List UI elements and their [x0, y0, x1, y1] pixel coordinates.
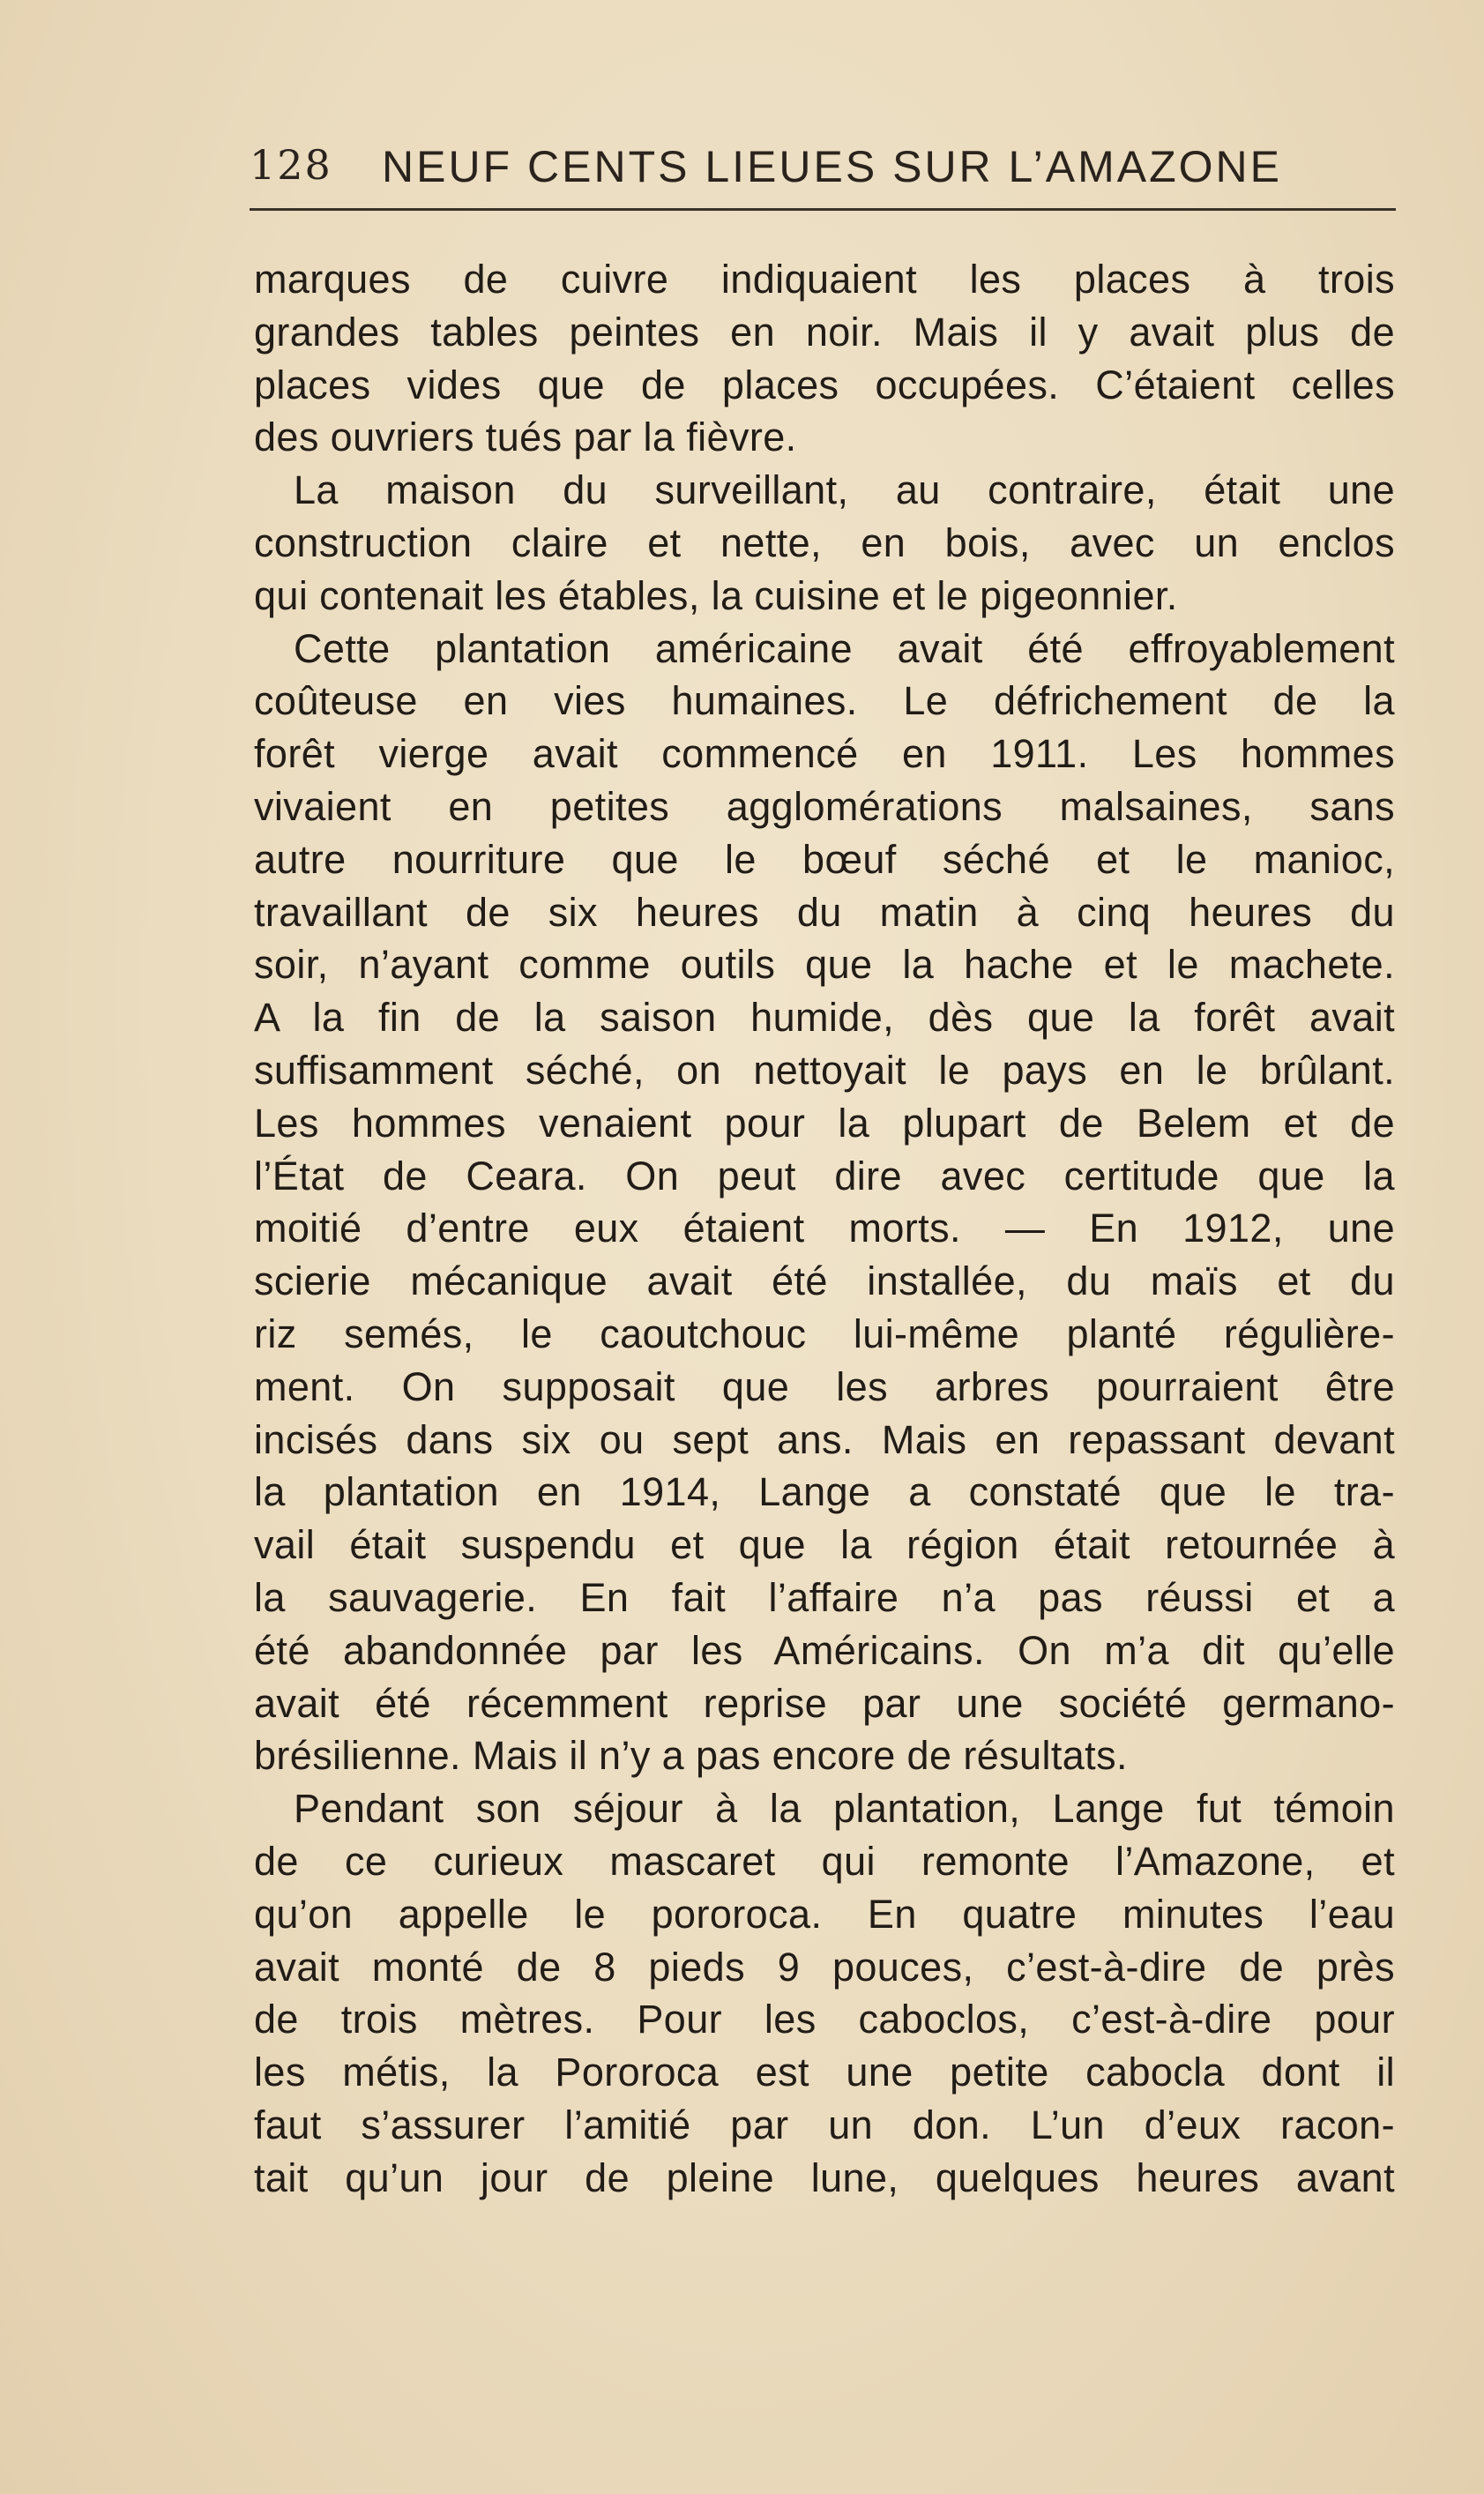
text-line: l’État de Ceara. On peut dire avec certitude que la — [254, 1153, 1395, 1198]
text-line: incisés dans six ou sept ans. Mais en repassant devant — [254, 1416, 1395, 1462]
text-line: avait été récemment reprise par une société germano- — [254, 1680, 1395, 1726]
text-line: marques de cuivre indiquaient les places à trois — [254, 257, 1395, 302]
text-line: soir, n’ayant comme outils que la hache et le machete. — [254, 942, 1395, 988]
text-line: construction claire et nette, en bois, avec un enclos — [254, 519, 1395, 565]
text-line: la sauvagerie. En fait l’affaire n’a pas réussi et a — [254, 1574, 1395, 1620]
text-line: de trois mètres. Pour les caboclos, c’est-à-dire pour — [254, 1997, 1395, 2042]
text-line: avait monté de 8 pieds 9 pouces, c’est-à-dire de près — [254, 1944, 1395, 1990]
text-line: coûteuse en vies humaines. Le défrichement de la — [254, 678, 1395, 724]
body-text — [254, 253, 1395, 2204]
text-line: forêt vierge avait commencé en 1911. Les hommes — [254, 731, 1395, 777]
text-line: suffisamment séché, on nettoyait le pays en le brûlant. — [254, 1047, 1395, 1093]
text-line: moitié d’entre eux étaient morts. — En 1912, une — [254, 1206, 1395, 1251]
running-head: NEUF CENTS LIEUES SUR L’AMAZONE — [382, 142, 1282, 191]
page-header — [250, 141, 1396, 203]
text-line: brésilienne. Mais il n’y a pas encore de résultats. — [254, 1733, 1128, 1779]
text-line: A la fin de la saison humide, dès que la forêt avait — [254, 995, 1395, 1041]
text-line: vivaient en petites agglomérations malsaines, sans — [254, 783, 1395, 829]
text-line: été abandonnée par les Américains. On m’a dit qu’elle — [254, 1627, 1395, 1673]
text-line: qui contenait les étables, la cuisine et le pigeonnier. — [254, 572, 1178, 618]
header-rule — [250, 208, 1396, 211]
text-line: les métis, la Pororoca est une petite cabocla dont il — [254, 2050, 1395, 2095]
text-line: La maison du surveillant, au contraire, était une — [294, 467, 1395, 513]
text-line: grandes tables peintes en noir. Mais il y avait plus de — [254, 309, 1395, 355]
text-line: ment. On supposait que les arbres pourraient être — [254, 1363, 1395, 1409]
text-line: Les hommes venaient pour la plupart de Belem et de — [254, 1100, 1395, 1146]
page-number: 128 — [250, 141, 332, 189]
text-line: faut s’assurer l’amitié par un don. L’un d’eux racon- — [254, 2102, 1395, 2147]
text-line: de ce curieux mascaret qui remonte l’Amazone, et — [254, 1838, 1395, 1884]
text-line: Pendant son séjour à la plantation, Lange fut témoin — [294, 1786, 1395, 1832]
text-line: tait qu’un jour de pleine lune, quelques heures avant — [254, 2154, 1395, 2200]
text-line: la plantation en 1914, Lange a constaté que le tra- — [254, 1469, 1395, 1515]
text-line: des ouvriers tués par la fièvre. — [254, 414, 797, 460]
text-line: qu’on appelle le pororoca. En quatre minutes l’eau — [254, 1891, 1395, 1937]
text-line: scierie mécanique avait été installée, du maïs et du — [254, 1258, 1395, 1304]
text-line: Cette plantation américaine avait été effroyablement — [294, 625, 1395, 671]
text-line: vail était suspendu et que la région était retournée à — [254, 1522, 1395, 1568]
text-line: autre nourriture que le bœuf séché et le manioc, — [254, 836, 1395, 882]
text-line: places vides que de places occupées. C’étaient celles — [254, 362, 1395, 407]
text-line: travaillant de six heures du matin à cinq heures du — [254, 889, 1395, 935]
text-line: riz semés, le caoutchouc lui-même planté régulière- — [254, 1310, 1395, 1356]
